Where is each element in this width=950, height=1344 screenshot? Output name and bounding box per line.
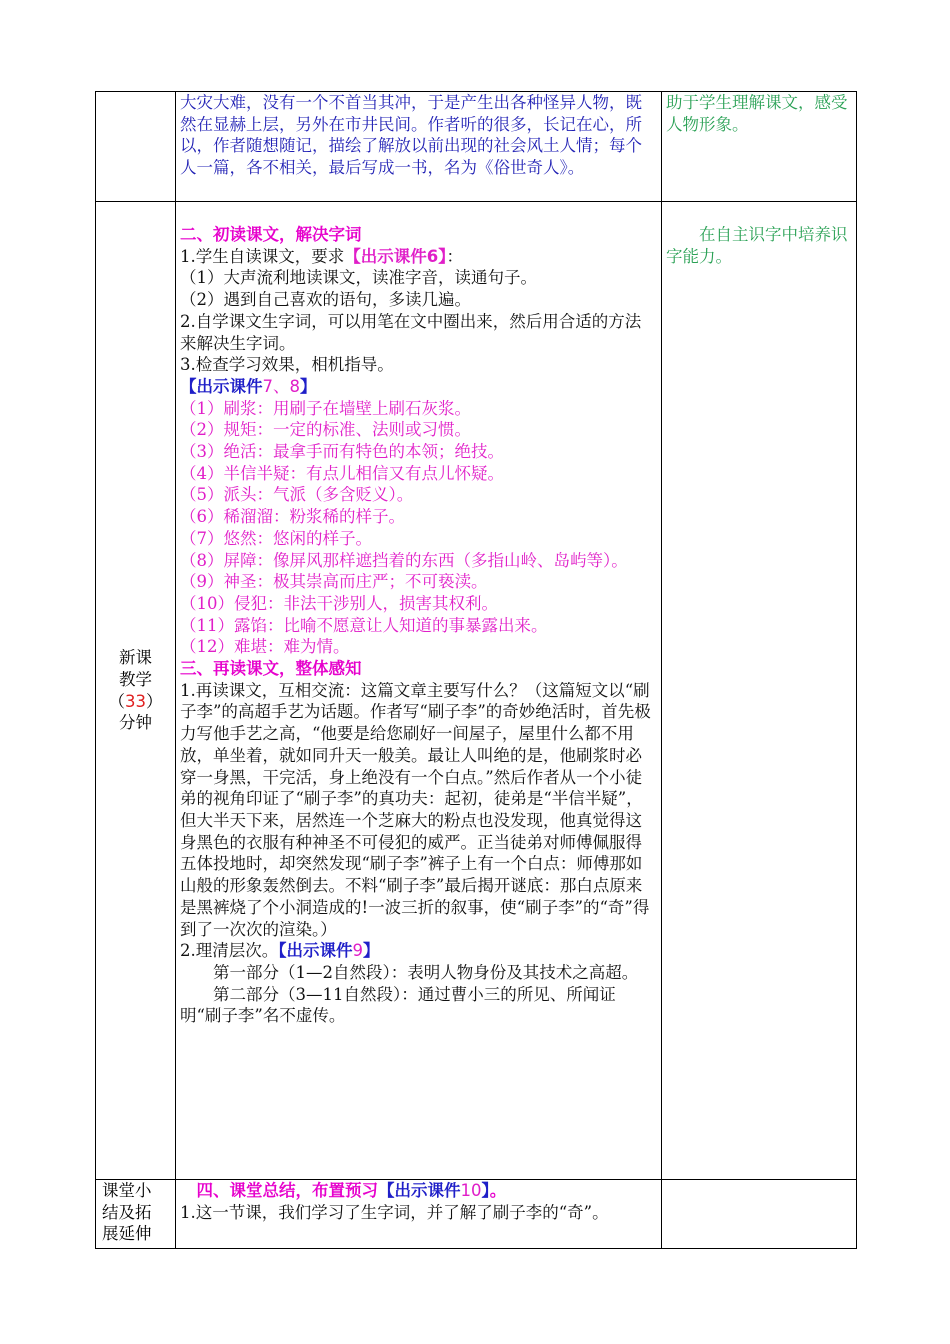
stage-label-line: 展延伸 <box>102 1224 152 1244</box>
stage-label-cell <box>96 92 176 202</box>
table-row <box>96 202 857 1180</box>
colon: ： <box>446 246 463 266</box>
stage-label-cell <box>96 202 176 1180</box>
table-row <box>96 1180 857 1249</box>
courseware-bracket: 】 <box>438 246 447 266</box>
stage-label-line: 分钟 <box>119 713 152 733</box>
courseware-bracket: 】 <box>363 941 380 961</box>
courseware-ref <box>278 941 379 960</box>
section-heading: 四、课堂总结，布置预习 <box>196 1181 378 1200</box>
courseware-label: 【出示课件 <box>180 376 263 396</box>
reread-paragraph: 1.再读课文，互相交流：这篇文章主要写什么？（这篇短文以“刷子李”的高超手艺为话题。作者写“刷子李”的奇妙绝活时，首先极力写他手艺之高，“他要是给您刷好一间屋子，屋里什么都不用放，单坐着，就如同升天一般美。最让人叫绝的是，他刷浆时必穿一身黑，干完活，身上绝没有一个白点。”然后作者从一个小徒弟的视角印证了“刷子李”的真功夫：起初，徒弟是“半信半疑”，但大半天下来，居然连一个芝麻大的粉点也没发现，他真觉得这身黑色的衣服有种神圣不可侵犯的威严。正当徒弟对师傅佩服得五体投地时，却突然发现“刷子李”裤子上有一个白点：师傅那如山般的形象轰然倒去。不料“刷子李”最后揭开谜底：那白点原来是黑裤烧了个小洞造成的!一波三折的叙事，使“刷子李”的“奇”得到了一次次的渲染。） <box>180 680 651 939</box>
period: 。 <box>489 1181 507 1200</box>
courseware-ref <box>344 247 446 266</box>
summary: 1.这一节课，我们学习了生字词，并了解了刷子李的“奇”。 <box>180 1202 609 1222</box>
vocab-list <box>180 398 657 658</box>
stage-label-cell <box>96 1180 176 1249</box>
lesson-plan-table <box>95 91 857 1249</box>
vocab-item: （5）派头：气派（多含贬义）。 <box>180 485 414 505</box>
courseware-label: 【出示课件 <box>344 246 427 266</box>
courseware-bracket: 】 <box>481 1181 490 1200</box>
table-row <box>96 92 857 202</box>
content-cell <box>176 1180 662 1249</box>
vocab-item: （6）稀溜溜：粉浆稀的样子。 <box>180 507 405 527</box>
duration-minutes: 33 <box>125 691 146 711</box>
design-note-cell <box>662 202 857 1180</box>
section-heading: 三、再读课文，整体感知 <box>180 659 362 679</box>
background-paragraph: 大灾大难，没有一个不首当其冲，于是产生出各种怪异人物，既然在显赫上层，另外在市井民间。作者听的很多，长记在心，所以，作者随想随记，描绘了解放以前出现的社会风土人情；每个人一篇，各不相关，最后写成一书，名为《俗世奇人》。 <box>180 93 642 178</box>
layers-step <box>180 940 657 962</box>
design-note-cell <box>662 92 857 202</box>
courseware-number: 10 <box>460 1181 482 1200</box>
vocab-item: （1）刷浆：用刷子在墙壁上刷石灰浆。 <box>180 398 471 418</box>
stage-label-line: 课堂小 <box>102 1181 152 1200</box>
step-1-sub: （1）大声流利地读课文，读准字音，读通句子。 <box>180 268 537 288</box>
vocab-item: （10）侵犯：非法干涉别人，损害其权利。 <box>180 593 498 613</box>
courseware-ref <box>378 1181 490 1200</box>
stage-label-line: 教学 <box>119 669 152 689</box>
vocab-item: （8）屏障：像屏风那样遮挡着的东西（多指山岭、岛屿等）。 <box>180 550 628 570</box>
vocab-item: （9）神圣：极其崇高而庄严；不可亵渎。 <box>180 572 488 592</box>
courseware-number: 9 <box>352 941 363 961</box>
vocab-item: （7）悠然：悠闲的样子。 <box>180 528 372 548</box>
section-heading: 二、初读课文，解决字词 <box>180 225 362 244</box>
part-2: 第二部分（3—11自然段）：通过曹小三的所见、所闻证明“刷子李”名不虚传。 <box>180 984 616 1026</box>
vocab-item: （11）露馅：比喻不愿意让人知道的事暴露出来。 <box>180 615 548 635</box>
design-note: 在自主识字中培养识字能力。 <box>666 225 848 266</box>
vocab-item: （4）半信半疑：有点儿相信又有点儿怀疑。 <box>180 463 504 483</box>
step-1-sub: （2）遇到自己喜欢的语句，多读几遍。 <box>180 290 471 310</box>
vocab-item: （12）难堪：难为情。 <box>180 637 350 657</box>
part-1: 第一部分（1—2自然段）：表明人物身份及其技术之高超。 <box>213 962 639 982</box>
vocab-item: （2）规矩：一定的标准、法则或习惯。 <box>180 420 471 440</box>
courseware-label: 【出示课件 <box>278 941 353 961</box>
step-text: 1.学生自读课文，要求 <box>180 246 345 266</box>
content-cell <box>176 92 662 202</box>
step-2: 2.自学课文生字词，可以用笔在文中圈出来，然后用合适的方法来解决生字词。 <box>180 311 642 353</box>
paren: （ <box>108 691 125 711</box>
courseware-bracket: 】 <box>300 376 317 396</box>
paren: ） <box>146 691 163 711</box>
vocab-item: （3）绝活：最拿手而有特色的本领；绝技。 <box>180 442 504 462</box>
design-note-cell <box>662 1180 857 1249</box>
courseware-number: 6 <box>426 246 439 266</box>
step-1 <box>180 246 657 268</box>
courseware-ref <box>180 376 657 398</box>
step-3: 3.检查学习效果，相机指导。 <box>180 355 394 375</box>
courseware-label: 【出示课件 <box>378 1181 461 1200</box>
stage-label-line: 结及拓 <box>102 1202 152 1222</box>
design-note: 助于学生理解课文，感受人物形象。 <box>666 93 848 134</box>
section-heading-line <box>180 1180 657 1202</box>
stage-label-line: 新课 <box>119 648 152 668</box>
courseware-number: 7、8 <box>262 376 300 396</box>
step-text: 2.理清层次。 <box>180 941 279 961</box>
content-cell <box>176 202 662 1180</box>
stage-duration <box>100 691 171 713</box>
